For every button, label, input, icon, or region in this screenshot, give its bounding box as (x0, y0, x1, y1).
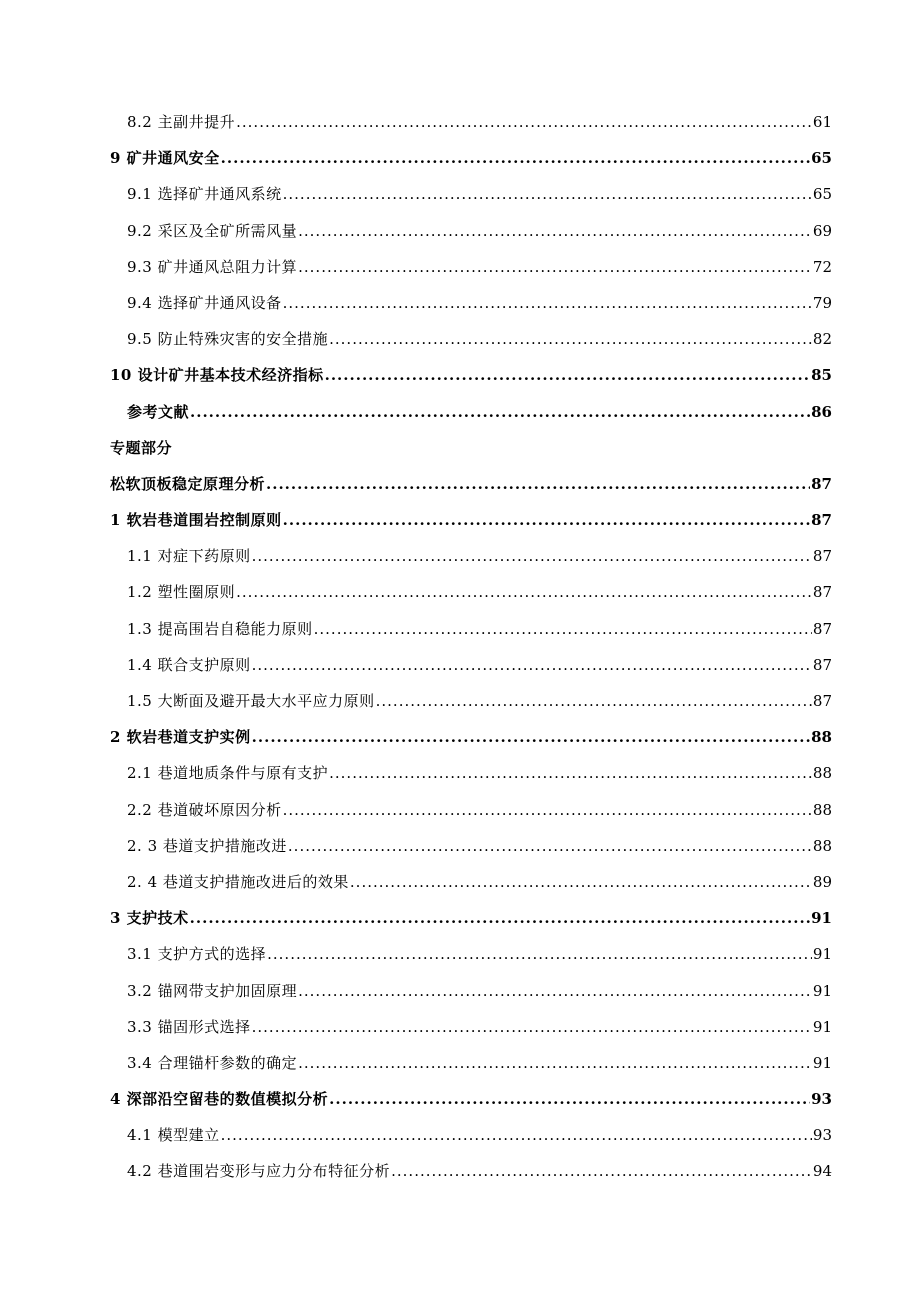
toc-entry-label: 3.4 合理锚杆参数的确定 (127, 1053, 298, 1072)
toc-page-number: 88 (812, 836, 832, 855)
toc-page-number: 65 (812, 185, 832, 204)
toc-page-number: 94 (812, 1162, 832, 1181)
toc-page-number: 88 (811, 728, 832, 747)
toc-page-number: 61 (812, 113, 832, 131)
toc-dot-leader (252, 726, 810, 748)
toc-dot-leader (298, 1052, 812, 1074)
table-of-contents (0, 103, 920, 1189)
toc-entry[interactable] (0, 1080, 920, 1116)
toc-entry-label: 10 设计矿井基本技术经济指标 (110, 366, 324, 385)
toc-page-number: 65 (811, 149, 832, 168)
toc-entry-label: 3.1 支护方式的选择 (127, 945, 267, 964)
toc-entry-label: 3.2 锚网带支护加固原理 (127, 981, 298, 1000)
toc-dot-leader (298, 256, 812, 278)
toc-entry-label: 1.4 联合支护原则 (127, 655, 251, 674)
toc-entry[interactable] (0, 248, 920, 284)
toc-entry[interactable] (0, 1152, 920, 1188)
toc-page-number: 69 (812, 221, 832, 240)
toc-dot-leader (266, 473, 810, 495)
toc-page-number: 87 (812, 583, 832, 602)
toc-entry-label: 2. 4 巷道支护措施改进后的效果 (127, 872, 349, 891)
toc-entry-label: 3.3 锚固形式选择 (127, 1017, 251, 1036)
toc-dot-leader (190, 907, 810, 929)
toc-entry[interactable] (0, 718, 920, 754)
toc-entry[interactable] (0, 935, 920, 971)
toc-entry-label: 松软顶板稳定原理分析 (110, 474, 266, 493)
toc-entry-label: 1.5 大断面及避开最大水平应力原则 (127, 692, 375, 710)
toc-dot-leader (391, 1160, 812, 1182)
toc-page-number: 88 (812, 764, 832, 783)
toc-dot-leader (283, 509, 810, 531)
toc-dot-leader (329, 1088, 810, 1110)
toc-page-number: 87 (811, 474, 832, 493)
toc-entry[interactable] (0, 1044, 920, 1080)
toc-page-number: 91 (811, 909, 832, 928)
toc-entry-label: 9.4 选择矿井通风设备 (127, 293, 282, 312)
toc-entry-label: 3 支护技术 (110, 909, 189, 928)
toc-entry[interactable] (0, 827, 920, 863)
toc-entry[interactable] (0, 1008, 920, 1044)
toc-dot-leader (288, 835, 812, 857)
toc-dot-leader (190, 401, 810, 423)
toc-entry[interactable] (0, 356, 920, 392)
toc-dot-leader (283, 292, 812, 314)
toc-dot-leader (283, 799, 812, 821)
toc-dot-leader (236, 581, 812, 603)
toc-page-number: 91 (812, 1053, 832, 1072)
toc-page-number: 72 (812, 257, 832, 276)
toc-dot-leader (252, 654, 812, 676)
toc-entry[interactable] (0, 103, 920, 139)
toc-entry-label: 9.5 防止特殊灾害的安全措施 (127, 330, 329, 349)
toc-entry-label: 2.1 巷道地质条件与原有支护 (127, 764, 329, 783)
toc-entry-label: 4 深部沿空留巷的数值模拟分析 (110, 1090, 329, 1109)
toc-entry-label: 9.3 矿井通风总阻力计算 (127, 257, 298, 276)
toc-page-number: 91 (812, 981, 832, 1000)
toc-page-number: 89 (812, 872, 832, 891)
toc-entry-label: 1 软岩巷道围岩控制原则 (110, 511, 282, 530)
toc-entry[interactable] (0, 754, 920, 790)
toc-entry[interactable] (0, 863, 920, 899)
toc-dot-leader (329, 328, 812, 350)
toc-page-number: 82 (812, 330, 832, 349)
toc-dot-leader (221, 1124, 812, 1146)
toc-entry-label: 2. 3 巷道支护措施改进 (127, 836, 287, 855)
toc-dot-leader (298, 980, 812, 1002)
toc-entry[interactable] (0, 537, 920, 573)
toc-entry[interactable] (0, 573, 920, 609)
toc-entry-label: 1.2 塑性圈原则 (127, 583, 236, 602)
toc-page-number: 91 (812, 945, 832, 964)
toc-dot-leader (314, 618, 812, 640)
toc-page-number: 87 (812, 547, 832, 566)
toc-entry[interactable] (0, 212, 920, 248)
toc-dot-leader (221, 147, 810, 169)
toc-entry-label: 4.1 模型建立 (127, 1126, 220, 1145)
toc-page-number: 93 (812, 1126, 832, 1145)
toc-dot-leader (236, 111, 812, 133)
toc-page-number: 85 (811, 366, 832, 385)
toc-page-number: 93 (811, 1090, 832, 1109)
toc-entry[interactable] (0, 320, 920, 356)
toc-entry[interactable] (0, 899, 920, 935)
toc-entry[interactable] (0, 393, 920, 429)
toc-dot-leader (350, 871, 812, 893)
toc-entry[interactable] (0, 501, 920, 537)
toc-entry[interactable] (0, 1116, 920, 1152)
toc-page-number: 88 (812, 800, 832, 819)
toc-dot-leader (325, 364, 811, 386)
toc-entry[interactable] (0, 284, 920, 320)
toc-page-number: 87 (812, 692, 832, 710)
toc-entry[interactable] (0, 139, 920, 175)
toc-entry[interactable] (0, 646, 920, 682)
toc-entry[interactable] (0, 175, 920, 211)
toc-dot-leader (298, 220, 812, 242)
toc-entry-label: 1.3 提高围岩自稳能力原则 (127, 619, 313, 638)
toc-entry-label: 1.1 对症下药原则 (127, 547, 251, 566)
toc-entry-label: 4.2 巷道围岩变形与应力分布特征分析 (127, 1162, 391, 1181)
toc-entry-label: 2 软岩巷道支护实例 (110, 728, 251, 747)
toc-entry-label: 8.2 主副井提升 (127, 113, 236, 131)
toc-page-number: 86 (811, 402, 832, 421)
toc-section-heading (0, 429, 920, 465)
toc-entry-label: 参考文献 (127, 402, 190, 421)
toc-page-number: 87 (812, 619, 832, 638)
toc-entry[interactable] (0, 972, 920, 1008)
toc-dot-leader (376, 690, 812, 712)
toc-entry-label: 9 矿井通风安全 (110, 149, 220, 168)
toc-entry[interactable] (0, 682, 920, 718)
toc-entry[interactable] (0, 465, 920, 501)
toc-page-number: 87 (812, 655, 832, 674)
toc-dot-leader (252, 545, 812, 567)
toc-page-number: 91 (812, 1017, 832, 1036)
toc-dot-leader (329, 762, 812, 784)
toc-page-number: 87 (811, 511, 832, 530)
toc-dot-leader (252, 1016, 812, 1038)
toc-dot-leader (283, 183, 812, 205)
toc-entry-label: 9.1 选择矿井通风系统 (127, 185, 282, 204)
toc-entry[interactable] (0, 610, 920, 646)
toc-dot-leader (267, 943, 812, 965)
toc-entry[interactable] (0, 791, 920, 827)
toc-entry-label: 2.2 巷道破坏原因分析 (127, 800, 282, 819)
toc-entry-label: 9.2 采区及全矿所需风量 (127, 221, 298, 240)
toc-heading-label: 专题部分 (110, 438, 173, 457)
toc-page-number: 79 (812, 293, 832, 312)
